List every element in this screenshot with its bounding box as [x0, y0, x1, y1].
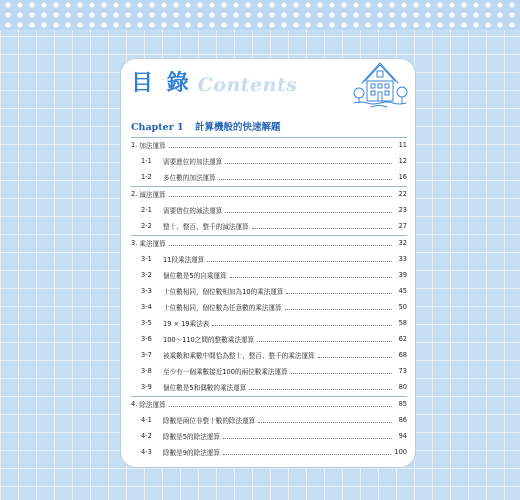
dot-leader: [169, 406, 392, 407]
toc-item-4-3[interactable]: [141, 445, 407, 459]
toc-item-2-2[interactable]: [141, 219, 407, 233]
toc-section-2[interactable]: [131, 187, 407, 201]
item-label: 100～110之間的整數乘法運算: [163, 336, 255, 344]
dot-leader: [257, 341, 392, 342]
item-number: 3-1: [141, 255, 152, 263]
item-number: 4-1: [141, 416, 152, 424]
item-number: 3-6: [141, 335, 152, 343]
dot-leader: [225, 163, 392, 164]
page-number: 94: [398, 432, 407, 440]
chapter-heading: [131, 119, 280, 133]
toc-item-2-1[interactable]: [141, 203, 407, 217]
dot-leader: [219, 179, 392, 180]
item-number: 3-8: [141, 367, 152, 375]
item-label: 十位數相同，個位數相加為10的乘法運算: [163, 288, 284, 296]
dot-leader: [252, 228, 392, 229]
dot-leader: [249, 389, 392, 390]
item-label: 需要進位的加法運算: [163, 158, 223, 166]
section-number: 4.: [131, 400, 138, 408]
dot-leader: [169, 196, 392, 197]
section-number: 3.: [131, 239, 138, 247]
page-number: 22: [398, 190, 407, 198]
title-chinese: 目 錄: [131, 71, 192, 96]
toc-item-3-7[interactable]: [141, 348, 407, 362]
dot-leader: [285, 309, 392, 310]
item-number: 1-1: [141, 157, 152, 165]
item-number: 4-3: [141, 448, 152, 456]
page-number: 86: [398, 416, 407, 424]
contents-card: [120, 58, 416, 468]
toc-item-3-8[interactable]: [141, 364, 407, 378]
page-number: 39: [398, 271, 407, 279]
dot-leader: [258, 422, 392, 423]
polka-dot-banner: [0, 0, 520, 30]
dot-leader: [207, 261, 392, 262]
toc-section-4[interactable]: [131, 397, 407, 411]
dot-leader: [169, 147, 392, 148]
dot-leader: [318, 357, 392, 358]
section-label: 除法運算: [139, 401, 166, 409]
toc-item-3-4[interactable]: [141, 300, 407, 314]
toc-item-3-5[interactable]: [141, 316, 407, 330]
toc-item-3-6[interactable]: [141, 332, 407, 346]
dot-leader: [169, 245, 392, 246]
house-doodle-icon: [351, 59, 409, 111]
chapter-number: Chapter 1: [131, 122, 184, 133]
item-number: 2-1: [141, 206, 152, 214]
item-number: 3-9: [141, 383, 152, 391]
item-number: 2-2: [141, 222, 152, 230]
toc-item-3-3[interactable]: [141, 284, 407, 298]
dot-leader: [212, 325, 392, 326]
toc-item-4-2[interactable]: [141, 429, 407, 443]
dot-leader: [230, 277, 392, 278]
item-number: 3-2: [141, 271, 152, 279]
page-number: 80: [398, 383, 407, 391]
toc-section-3[interactable]: [131, 236, 407, 250]
item-label: 個位數是5和偶數的乘法運算: [163, 384, 247, 392]
page-number: 62: [398, 335, 407, 343]
toc-item-3-9[interactable]: [141, 380, 407, 394]
dot-leader: [223, 438, 392, 439]
section-number: 2.: [131, 190, 138, 198]
toc-item-3-2[interactable]: [141, 268, 407, 282]
item-label: 個位數是5的自乘運算: [163, 272, 227, 280]
page-number: 23: [398, 206, 407, 214]
section-label: 加法運算: [139, 142, 166, 150]
item-label: 十位數相同，個位數為任意數的乘法運算: [163, 304, 282, 312]
title-english: Contents: [197, 74, 298, 96]
item-label: 11段乘法運算: [163, 256, 205, 264]
item-label: 除數是兩位非整十數的除法運算: [163, 417, 256, 425]
item-label: 多位數的加法運算: [163, 174, 216, 182]
item-label: 除數是9的除法運算: [163, 449, 220, 457]
item-number: 3-4: [141, 303, 152, 311]
page-number: 73: [398, 367, 407, 375]
dot-leader: [286, 293, 392, 294]
page-number: 68: [398, 351, 407, 359]
page-number: 45: [398, 287, 407, 295]
toc-item-4-1[interactable]: [141, 413, 407, 427]
page-number: 12: [398, 157, 407, 165]
item-label: 整十、整百、整千的減法運算: [163, 223, 249, 231]
item-number: 3-3: [141, 287, 152, 295]
page-number: 33: [398, 255, 407, 263]
page-number: 85: [398, 400, 407, 408]
dot-leader: [291, 373, 392, 374]
toc-item-3-1[interactable]: [141, 252, 407, 266]
page-number: 50: [398, 303, 407, 311]
contents-heading: [131, 67, 297, 97]
toc-item-1-1[interactable]: [141, 154, 407, 168]
page-number: 16: [398, 173, 407, 181]
item-number: 4-2: [141, 432, 152, 440]
section-label: 乘法運算: [139, 240, 166, 248]
page-number: 11: [398, 141, 407, 149]
item-label: 19 × 19乘法表: [163, 320, 210, 328]
toc-section-1[interactable]: [131, 138, 407, 152]
page-number: 32: [398, 239, 407, 247]
item-label: 至少有一個乘數接近100的兩位數乘法運算: [163, 368, 288, 376]
toc-item-1-2[interactable]: [141, 170, 407, 184]
page-number: 27: [398, 222, 407, 230]
item-label: 被乘數和乘數中間恰為整十、整百、整千的乘法運算: [163, 352, 315, 360]
item-number: 3-5: [141, 319, 152, 327]
page-number: 100: [394, 448, 407, 456]
item-label: 需要借位的減法運算: [163, 207, 223, 215]
chapter-title: 計算機般的快速解題: [194, 122, 281, 133]
item-label: 除數是5的除法運算: [163, 433, 220, 441]
item-number: 1-2: [141, 173, 152, 181]
dot-leader: [225, 212, 392, 213]
section-number: 1.: [131, 141, 138, 149]
item-number: 3-7: [141, 351, 152, 359]
page-number: 58: [398, 319, 407, 327]
dot-leader: [223, 454, 391, 455]
section-label: 減法運算: [139, 191, 166, 199]
